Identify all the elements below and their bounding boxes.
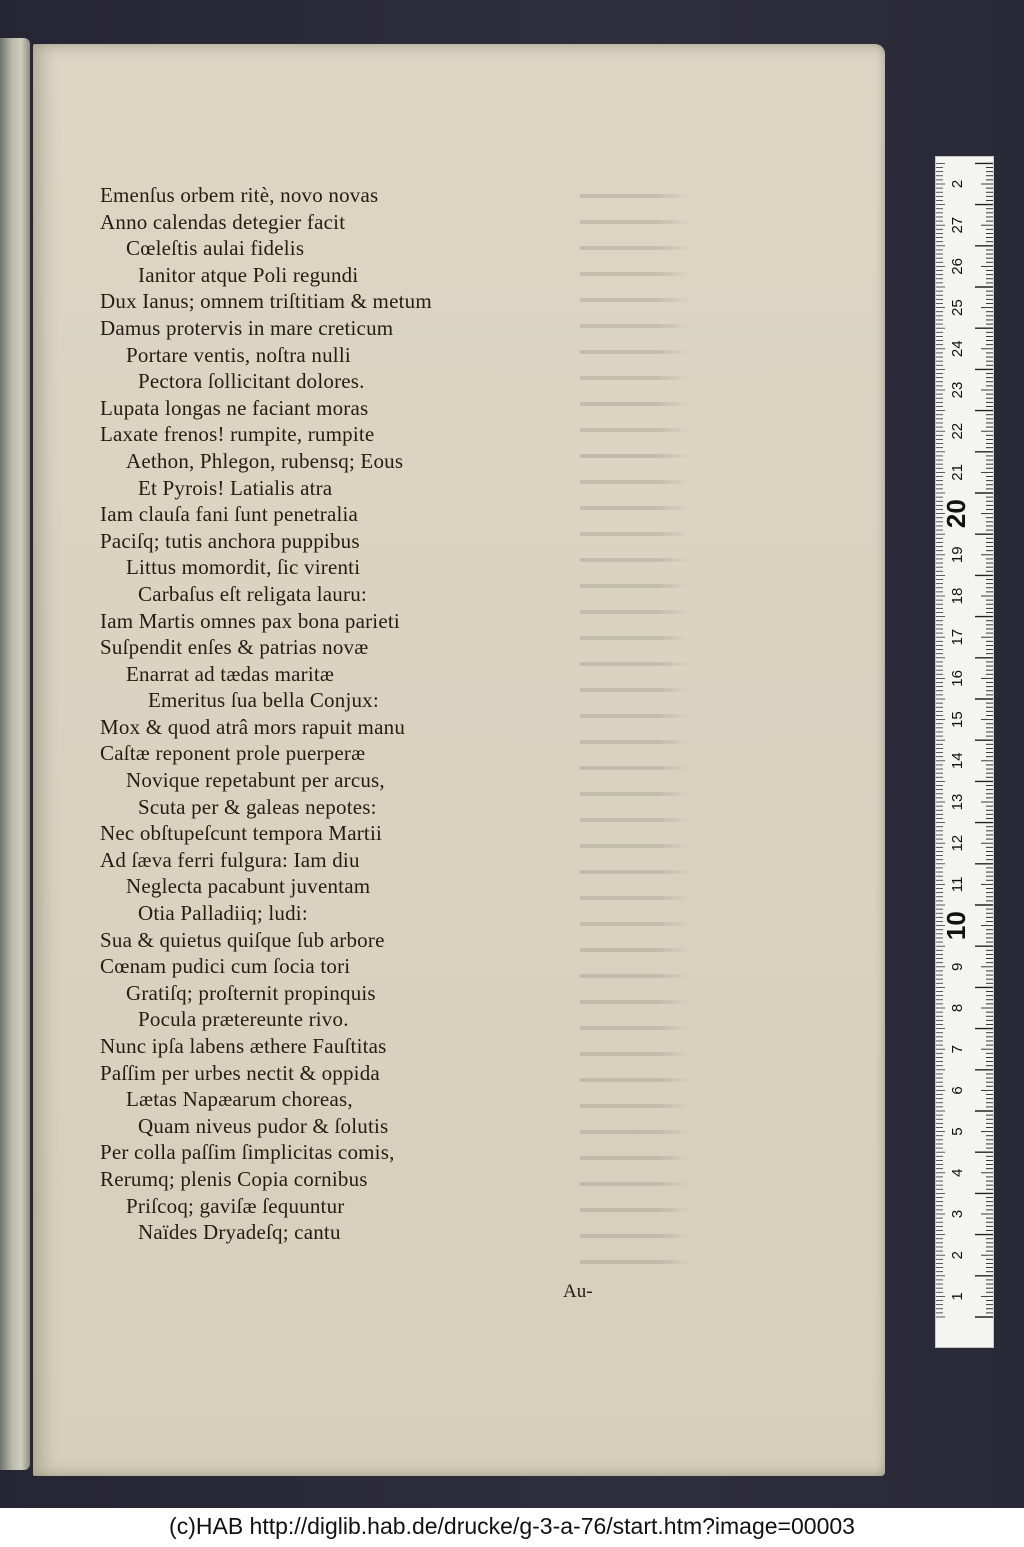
ruler-label: 10 bbox=[940, 911, 971, 941]
poem-line: Nunc ipſa labens æthere Fauſtitas bbox=[100, 1034, 387, 1058]
poem-line: Scuta per & galeas nepotes: bbox=[138, 794, 377, 819]
copyright-footer: (c)HAB http://diglib.hab.de/drucke/g-3-a-76/start.htm?image=00003 bbox=[169, 1513, 855, 1539]
ruler-label: 20 bbox=[940, 499, 971, 529]
poem-line: Mox & quod atrâ mors rapuit manu bbox=[100, 714, 406, 739]
poem-line: Aethon, Phlegon, rubensq; Eous bbox=[126, 448, 404, 473]
poem-line: Quam niveus pudor & ſolutis bbox=[138, 1113, 389, 1138]
poem-line: Iam Martis omnes pax bona parieti bbox=[100, 608, 400, 633]
poem-line: Sua & quietus quiſque ſub arbore bbox=[100, 927, 385, 952]
poem-line: Rerumq; plenis Copia cornibus bbox=[100, 1166, 368, 1191]
poem-line: Gratiſq; proſternit propinquis bbox=[126, 980, 376, 1005]
ruler-label: 7 bbox=[948, 1045, 966, 1054]
poem-line: Naïdes Dryadeſq; cantu bbox=[138, 1220, 341, 1245]
poem-line: Dux Ianus; omnem triſtitiam & metum bbox=[100, 289, 432, 314]
ruler-label: 6 bbox=[948, 1086, 966, 1095]
poem-line: Lupata longas ne faciant moras bbox=[100, 395, 369, 420]
ruler-label: 21 bbox=[948, 464, 966, 481]
ruler-label: 14 bbox=[948, 752, 966, 770]
ruler-label: 24 bbox=[948, 340, 966, 358]
poem-line: Iam clauſa fani ſunt penetralia bbox=[100, 502, 359, 527]
poem-line: Caſtæ reponent prole puerperæ bbox=[100, 741, 366, 766]
poem-line: Damus protervis in mare creticum bbox=[100, 315, 394, 340]
poem-line: Pectora ſollicitant dolores. bbox=[138, 369, 365, 394]
ruler-label: 8 bbox=[948, 1003, 966, 1013]
poem-line: Portare ventis, noſtra nulli bbox=[126, 342, 351, 367]
ruler-label: 11 bbox=[948, 876, 966, 893]
ruler-label: 13 bbox=[948, 793, 966, 811]
poem-line: Paſſim per urbes nectit & oppida bbox=[100, 1060, 380, 1085]
poem-line: Novique repetabunt per arcus, bbox=[126, 768, 385, 793]
ruler-label: 16 bbox=[948, 670, 966, 687]
poem-line: Cœleſtis aulai fidelis bbox=[126, 236, 305, 261]
poem-line: Laxate frenos! rumpite, rumpite bbox=[100, 422, 375, 447]
ruler-label: 2 bbox=[948, 1251, 966, 1260]
poem-line: Priſcoq; gaviſæ ſequuntur bbox=[126, 1193, 345, 1218]
poem-line: Emeritus ſua bella Conjux: bbox=[148, 688, 379, 713]
ruler-label: 3 bbox=[948, 1209, 966, 1219]
poem-line: Emenſus orbem ritè, novo novas bbox=[100, 183, 379, 207]
ruler-label: 17 bbox=[948, 628, 966, 646]
poem-line: Littus momordit, ſic virenti bbox=[126, 555, 361, 580]
ruler-label: 18 bbox=[948, 587, 966, 605]
ruler-label: 26 bbox=[948, 258, 966, 275]
poem-line: Neglecta pacabunt juventam bbox=[126, 874, 371, 899]
poem-line: Suſpendit enſes & patrias novæ bbox=[100, 635, 369, 660]
measuring-ruler bbox=[935, 156, 994, 1348]
poem-line: Enarrat ad tædas maritæ bbox=[126, 661, 335, 686]
ruler-label: 1 bbox=[948, 1292, 966, 1301]
poem-text bbox=[100, 182, 570, 1246]
poem-line: Nec obſtupeſcunt tempora Martii bbox=[100, 821, 383, 846]
poem-line: Lætas Napæarum choreas, bbox=[126, 1087, 353, 1112]
ruler-label: 27 bbox=[948, 216, 966, 234]
poem-line: Cœnam pudici cum ſocia tori bbox=[100, 954, 351, 979]
poem-line: Et Pyrois! Latialis atra bbox=[138, 475, 333, 500]
ruler-label: 9 bbox=[948, 962, 966, 971]
ruler-label: 2 bbox=[948, 179, 966, 189]
ruler-label: 23 bbox=[948, 381, 966, 399]
facing-page-edge bbox=[0, 38, 30, 1470]
poem-line: Otia Palladiiq; ludi: bbox=[138, 901, 308, 926]
poem-line: Per colla paſſim ſimplicitas comis, bbox=[100, 1140, 395, 1165]
ruler-label: 15 bbox=[948, 711, 966, 728]
ruler-label: 25 bbox=[948, 299, 966, 316]
ruler-label: 12 bbox=[948, 834, 966, 852]
ruler-label: 4 bbox=[948, 1168, 966, 1177]
ruler-label: 5 bbox=[948, 1127, 966, 1136]
show-through-text bbox=[580, 180, 690, 1280]
poem-line: Ianitor atque Poli regundi bbox=[138, 262, 359, 287]
ruler-label: 19 bbox=[948, 546, 966, 564]
ruler-scale bbox=[936, 157, 993, 1347]
poem-line: Carbaſus eſt religata lauru: bbox=[138, 581, 367, 606]
ruler-label: 22 bbox=[948, 422, 966, 440]
poem-line: Pocula prætereunte rivo. bbox=[138, 1007, 349, 1032]
catchword: Au- bbox=[563, 1281, 593, 1302]
poem-line: Ad ſæva ferri fulgura: Iam diu bbox=[100, 847, 360, 872]
poem-line: Paciſq; tutis anchora puppibus bbox=[100, 528, 360, 553]
poem-line: Anno calendas detegier facit bbox=[100, 209, 346, 234]
